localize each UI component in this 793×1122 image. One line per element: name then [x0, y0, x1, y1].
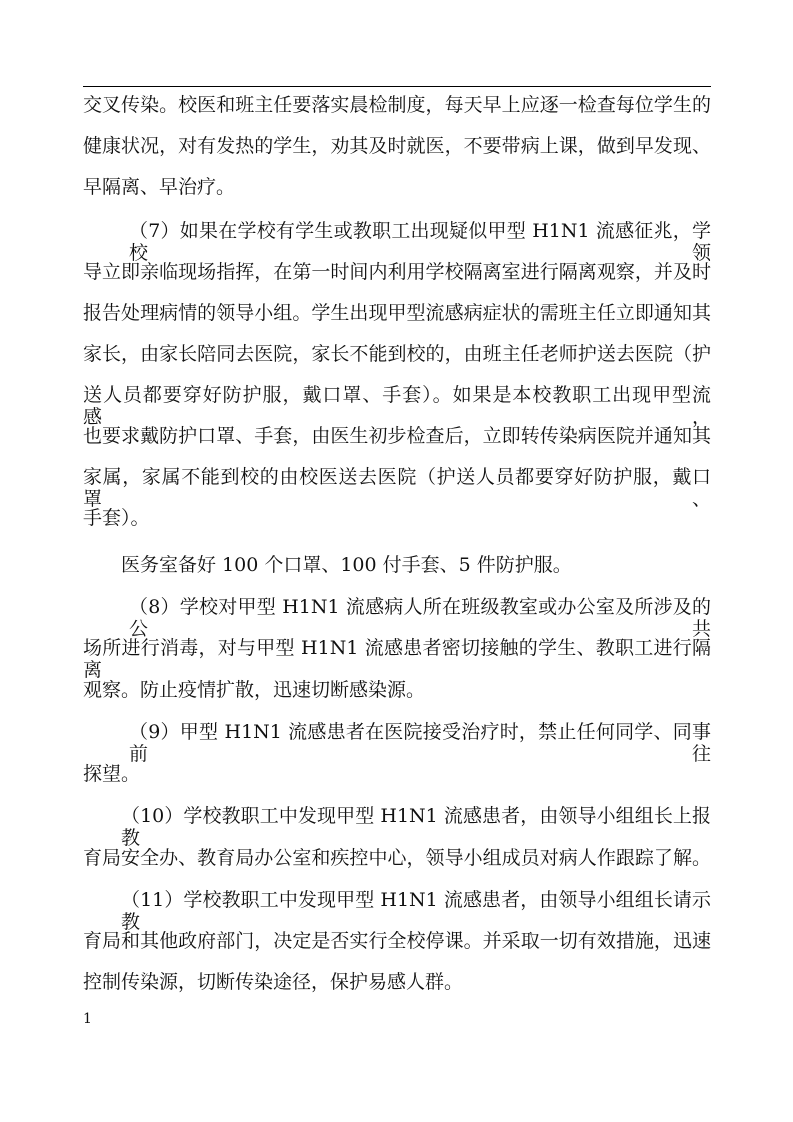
text-line: （7）如果在学校有学生或教职工出现疑似甲型 H1N1 流感征兆，学校领	[129, 220, 711, 264]
text-line: 报告处理病情的领导小组。学生出现甲型流感病症状的需班主任立即通知其	[83, 302, 711, 324]
text-line: 场所进行消毒，对与甲型 H1N1 流感患者密切接触的学生、教职工进行隔离	[83, 637, 711, 681]
text-line: （8）学校对甲型 H1N1 流感病人所在班级教室或办公室及所涉及的公共	[129, 596, 711, 640]
text-line: （10）学校教职工中发现甲型 H1N1 流感患者，由领导小组组长上报教	[121, 805, 711, 849]
text-line: （9）甲型 H1N1 流感患者在医院接受治疗时，禁止任何同学、同事前往	[129, 721, 711, 765]
text-line: 控制传染源，切断传染途径，保护易感人群。	[83, 971, 464, 993]
text-line: 育局和其他政府部门，决定是否实行全校停课。并采取一切有效措施，迅速	[83, 930, 711, 952]
text-line: 送人员都要穿好防护服，戴口罩、手套）。如果是本校教职工出现甲型流感，	[83, 384, 711, 428]
text-line: 交叉传染。校医和班主任要落实晨检制度，每天早上应逐一检查每位学生的	[83, 94, 711, 116]
text-line: 育局安全办、教育局办公室和疾控中心，领导小组成员对病人作跟踪了解。	[83, 847, 711, 869]
text-line: 观察。防止疫情扩散，迅速切断感染源。	[83, 679, 426, 701]
text-line: 早隔离、早治疗。	[83, 176, 236, 198]
text-line: （11）学校教职工中发现甲型 H1N1 流感患者，由领导小组组长请示教	[121, 889, 711, 933]
page-number: 1	[83, 1011, 92, 1027]
text-line: 探望。	[83, 763, 141, 785]
text-line: 也要求戴防护口罩、手套，由医生初步检查后，立即转传染病医院并通知其	[83, 425, 711, 447]
text-line: 导立即亲临现场指挥，在第一时间内利用学校隔离室进行隔离观察，并及时	[83, 261, 711, 283]
text-line: 健康状况，对有发热的学生，劝其及时就医，不要带病上课，做到早发现、	[83, 135, 711, 157]
text-line: 家长，由家长陪同去医院，家长不能到校的，由班主任老师护送去医院（护	[83, 343, 711, 365]
text-line: 家属，家属不能到校的由校医送去医院（护送人员都要穿好防护服，戴口罩、	[83, 466, 711, 510]
header-rule	[83, 86, 711, 87]
text-line: 医务室备好 100 个口罩、100 付手套、5 件防护服。	[121, 554, 572, 576]
text-line: 手套）。	[83, 507, 150, 529]
